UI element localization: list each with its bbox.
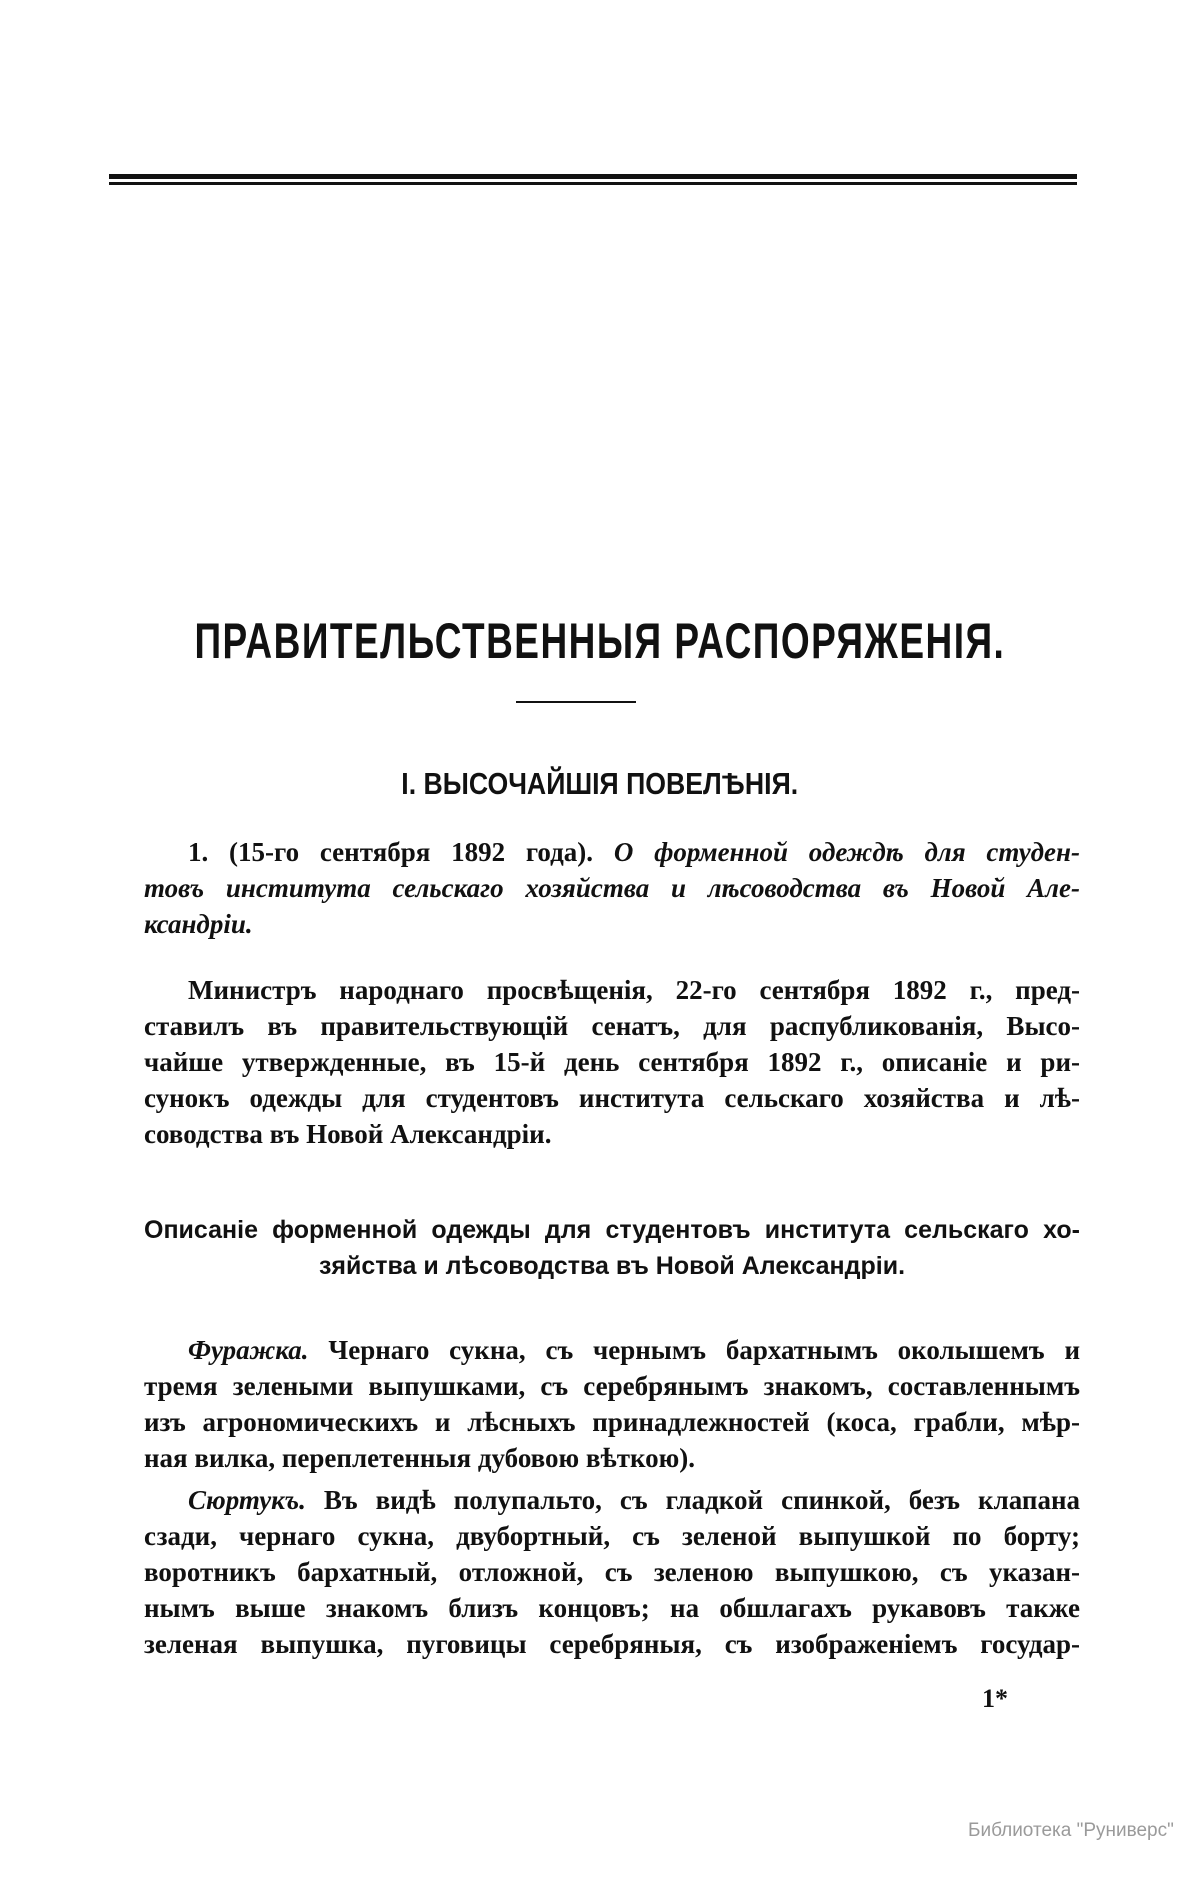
heading-line: Описаніе форменной одежды для студентовъ института сельскаго хо- [144,1216,1080,1244]
decree-item-1 [144,834,1080,942]
decree-line: 1. (15-го сентября 1892 года). О форменной одеждѣ для студен- [188,837,1081,867]
top-rule [109,174,1077,179]
text-line: соводства въ Новой Александріи. [144,1119,552,1149]
text-line: изъ агрономическихъ и лѣсныхъ принадлежностей (коса, грабли, мѣр- [144,1407,1080,1437]
syurtuk-paragraph [144,1482,1080,1662]
text-line: ставилъ въ правительствующій сенатъ, для распубликованія, Высо- [144,1011,1080,1041]
text-line: Сюртукъ. Въ видѣ полупальто, съ гладкой спинкой, безъ клапана [188,1485,1081,1515]
decree-line: ксандріи. [144,909,253,939]
text-line: сунокъ одежды для студентовъ института сельскаго хозяйства и лѣ- [144,1083,1080,1113]
text-line: нымъ выше знакомъ близъ концовъ; на обшлагахъ рукавовъ также [144,1593,1080,1623]
decree-line: товъ института сельскаго хозяйства и лѣсоводства въ Новой Але- [144,873,1080,903]
page-number: 1* [982,1684,1008,1713]
text-line: чайше утвержденные, въ 15-й день сентября 1892 г., описаніе и ри- [144,1047,1080,1077]
text-line: тремя зелеными выпушками, съ серебрянымъ знакомъ, составленнымъ [144,1371,1080,1401]
text-line: зеленая выпушка, пуговицы серебряныя, съ изображеніемъ государ- [144,1629,1080,1659]
top-rule-thin [109,182,1077,185]
text-line: Министръ народнаго просвѣщенія, 22-го сентября 1892 г., пред- [188,975,1080,1005]
heading-line: зяйства и лѣсоводства въ Новой Александріи. [318,1252,906,1280]
minister-paragraph [144,972,1080,1152]
text-line: сзади, чернаго сукна, двубортный, съ зеленой выпушкой по борту; [144,1521,1080,1551]
section-heading: I. ВЫСОЧАЙШІЯ ПОВЕЛѢНІЯ. [401,766,799,801]
text-line: воротникъ бархатный, отложной, съ зеленою выпушкою, съ указан- [144,1557,1080,1587]
description-heading [144,1212,1080,1284]
text-line: ная вилка, переплетенныя дубовою вѣткою). [144,1443,696,1473]
text-line: Фуражка. Чернаго сукна, съ чернымъ бархатнымъ околышемъ и [188,1335,1080,1365]
furazhka-paragraph [144,1332,1080,1476]
title-divider [516,701,636,703]
page-title: ПРАВИТЕЛЬСТВЕННЫЯ РАСПОРЯЖЕНІЯ. [194,613,1006,669]
library-watermark: Библиотека "Руниверс" [968,1820,1174,1841]
